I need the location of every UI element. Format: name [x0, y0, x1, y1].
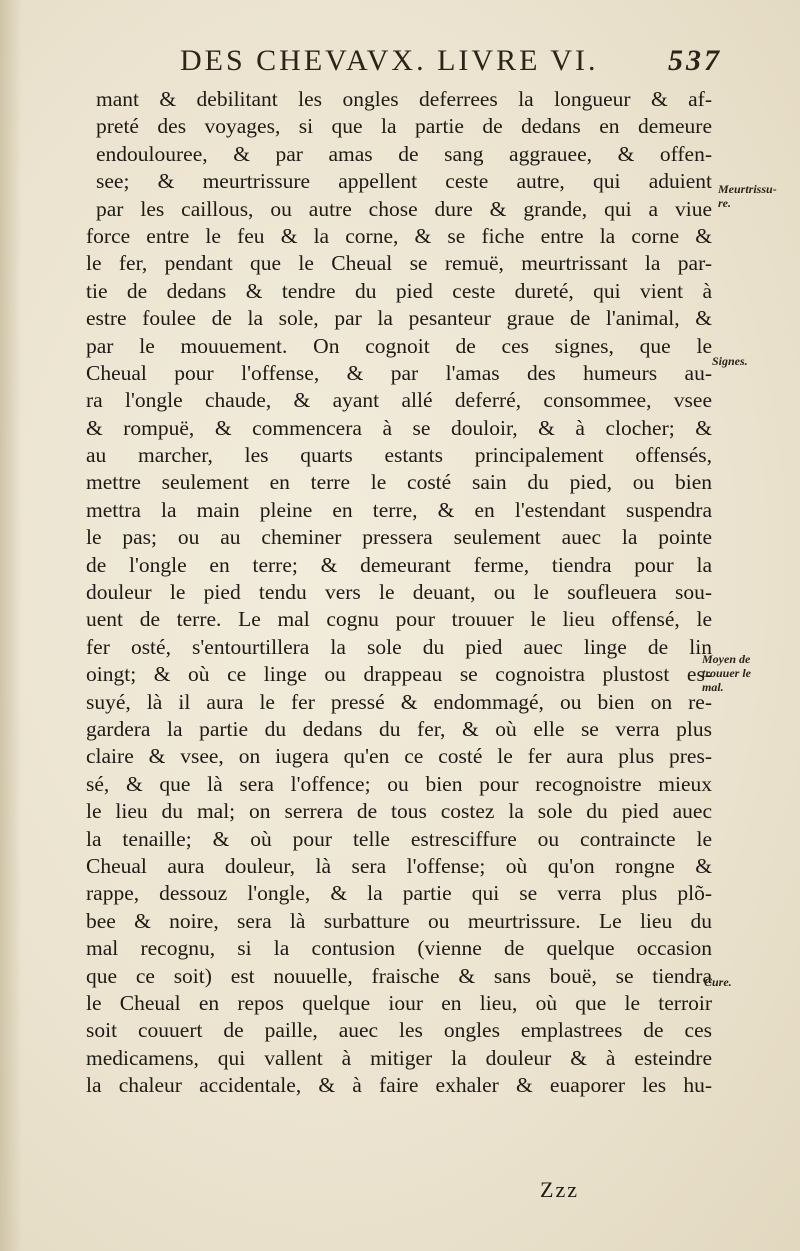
margin-note-meurtrissure-text: Meurtrissu- re.	[718, 182, 777, 210]
margin-note-cure-text: Cure.	[704, 975, 732, 989]
text-line: claire & vsee, on iugera qu'en ce costé le fer aura plus pres-	[86, 744, 712, 769]
text-line: fer osté, s'entourtillera la sole du pied auec linge de lin	[86, 634, 712, 659]
text-line: suyé, là il aura le fer pressé & endommagé, ou bien on re-	[86, 689, 712, 714]
margin-note-moyen-text: Moyen de trouuer le mal.	[702, 652, 752, 694]
margin-note-moyen	[702, 652, 792, 694]
text-line: la chaleur accidentale, & à faire exhaler & euaporer les hu-	[86, 1073, 712, 1098]
margin-note-signes	[712, 354, 792, 368]
text-line: par le mouuement. On cognoit de ces signes, que le	[86, 333, 712, 358]
margin-note-cure	[704, 975, 784, 989]
text-line: tie de dedans & tendre du pied ceste dureté, qui vient à	[86, 278, 712, 303]
text-line: mal recognu, si la contusion (vienne de quelque occasion	[86, 936, 712, 961]
text-line: de l'ongle en terre; & demeurant ferme, tiendra pour la	[86, 552, 712, 577]
text-line: medicamens, qui vallent à mitiger la douleur & à esteindre	[86, 1045, 712, 1070]
text-line: mettra la main pleine en terre, & en l'estendant suspendra	[86, 497, 712, 522]
text-line: la tenaille; & où pour telle estresciffure ou contraincte le	[86, 826, 712, 851]
text-line: le pas; ou au cheminer pressera seulement auec la pointe	[86, 525, 712, 550]
page-number: 537	[668, 44, 722, 77]
text-line: gardera la partie du dedans du fer, & où elle se verra plus	[86, 716, 712, 741]
text-line: Cheual aura douleur, là sera l'offense; où qu'on rongne &	[86, 853, 712, 878]
text-line: bee & noire, sera là surbatture ou meurtrissure. Le lieu du	[86, 908, 712, 933]
catchword: Zzz	[540, 1177, 579, 1202]
text-line: par les caillous, ou autre chose dure & grande, qui a viue	[96, 196, 712, 221]
text-line: Cheual pour l'offense, & par l'amas des humeurs au-	[86, 360, 712, 385]
margin-note-signes-text: Signes.	[712, 354, 748, 368]
margin-note-meurtrissure	[718, 182, 798, 210]
text-line: & rompuë, & commencera à se douloir, & à clocher; &	[86, 415, 712, 440]
text-line: uent de terre. Le mal cognu pour trouuer le lieu offensé, le	[86, 607, 712, 632]
text-line: mettre seulement en terre le costé sain du pied, ou bien	[86, 470, 712, 495]
text-line: le lieu du mal; on serrera de tous costez la sole du pied auec	[86, 799, 712, 824]
text-line: force entre le feu & la corne, & se fiche entre la corne &	[86, 223, 712, 248]
text-line: ra l'ongle chaude, & ayant allé deferré, consommee, vsee	[86, 388, 712, 413]
text-line: sé, & que là sera l'offence; ou bien pour recognoistre mieux	[86, 771, 712, 796]
gutter-shadow	[0, 0, 22, 1251]
text-line: oingt; & où ce linge ou drappeau se cognoistra plustost es-	[86, 662, 712, 687]
text-line: estre foulee de la sole, par la pesanteur graue de l'animal, &	[86, 306, 712, 331]
text-line: see; & meurtrissure appellent ceste autre, qui aduient	[96, 169, 712, 194]
text-line: soit couuert de paille, auec les ongles emplastrees de ces	[86, 1018, 712, 1043]
text-line: mant & debilitant les ongles deferrees la longueur & af-	[96, 87, 712, 111]
text-line: que ce soit) est nouuelle, fraische & sans bouë, se tiendra	[86, 963, 712, 988]
text-line: endoulouree, & par amas de sang aggrauee, & offen-	[96, 141, 712, 166]
text-line: au marcher, les quarts estants principalement offensés,	[86, 443, 712, 468]
text-line: douleur le pied tendu vers le deuant, ou le soufleuera sou-	[86, 580, 712, 605]
running-header	[180, 44, 740, 84]
main-text-block	[86, 86, 712, 1099]
text-line: le fer, pendant que le Cheual se remuë, meurtrissant la par-	[86, 251, 712, 276]
text-line: le Cheual en repos quelque iour en lieu, où que le terroir	[86, 990, 712, 1015]
running-title: DES CHEVAVX. LIVRE VI.	[180, 44, 599, 77]
text-line: preté des voyages, si que la partie de dedans en demeure	[96, 114, 712, 139]
text-line: rappe, dessouz l'ongle, & la partie qui se verra plus plõ-	[86, 881, 712, 906]
